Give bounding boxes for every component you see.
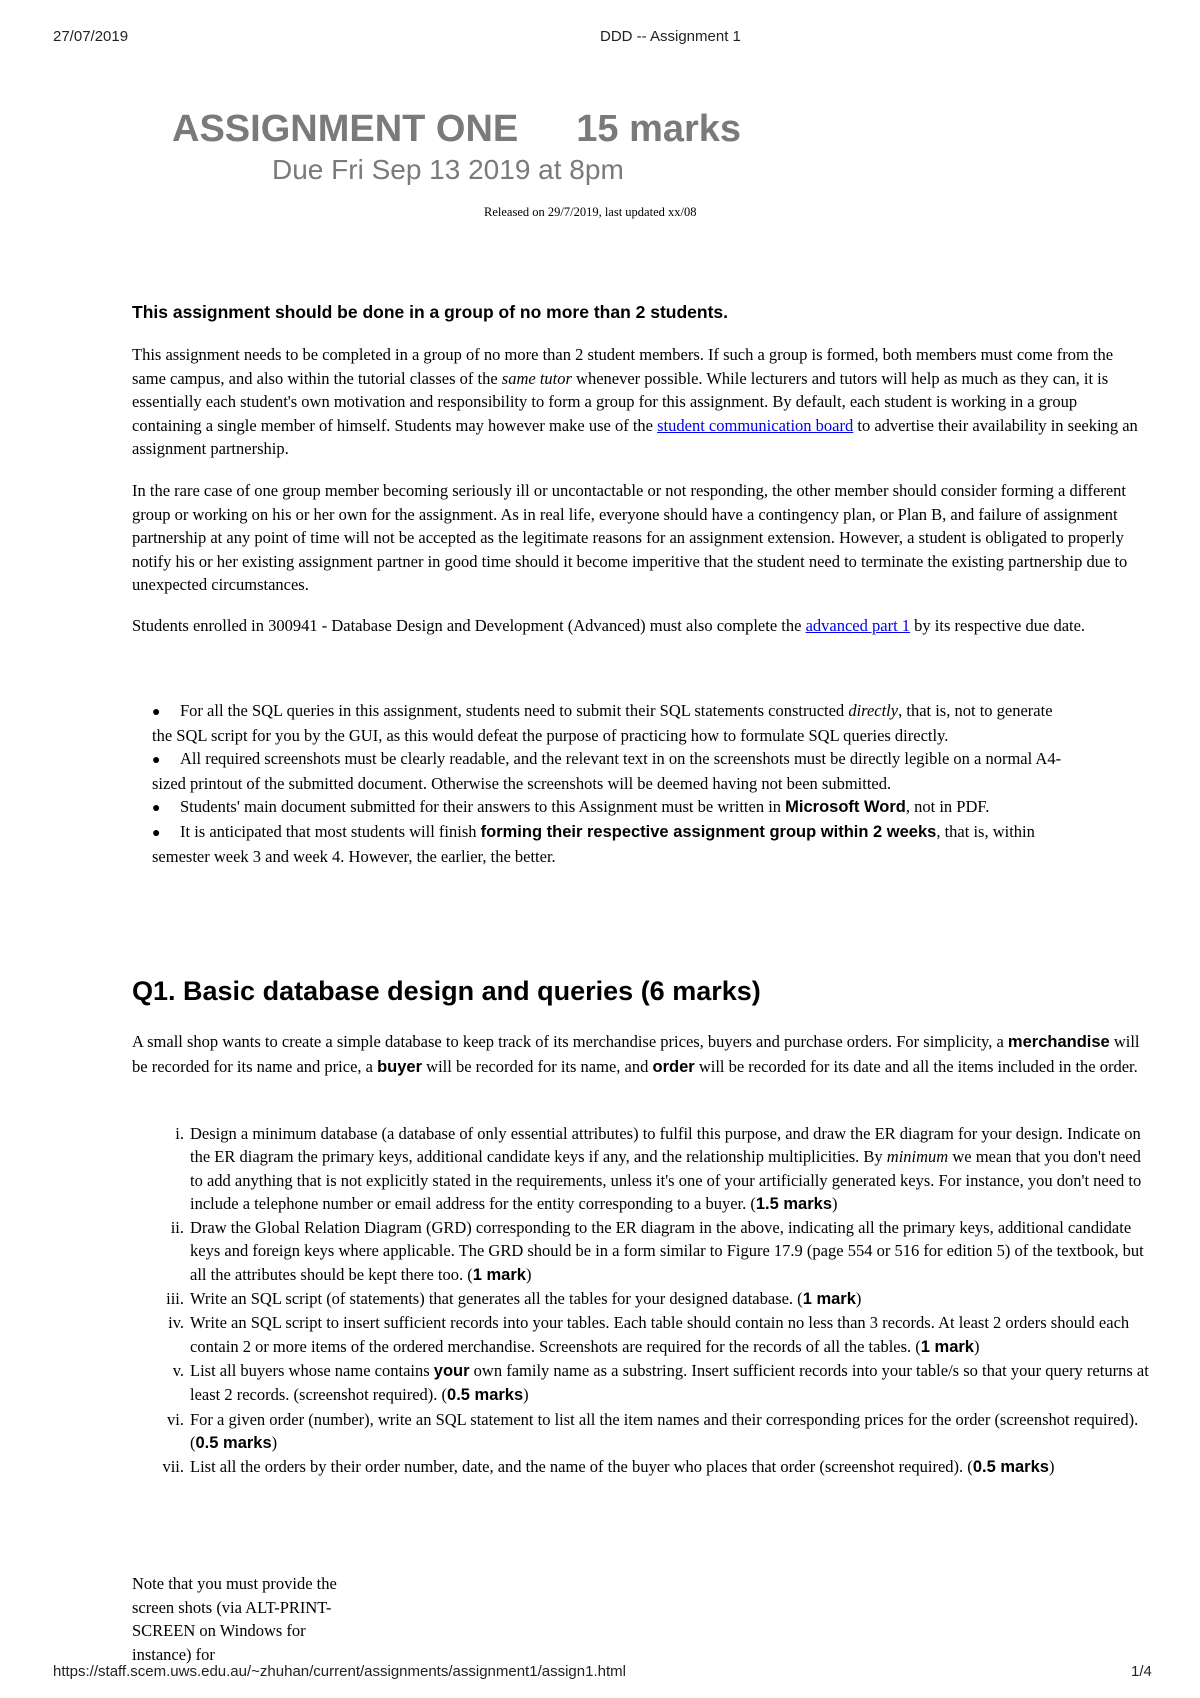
bullet-icon: ● [152, 826, 161, 841]
list-item: v. List all buyers whose name contains your own family name as a substring. Insert sufficient records into your table/s so that your query returns at least 2 records. (screenshot required). (0.5 marks) [172, 1360, 1149, 1405]
list-item: i. Design a minimum database (a database of only essential attributes) to fulfil this purpose, and draw the ER diagram for your design. Indicate on the ER diagram the primary keys, additional candidate keys if any, and the relationship multiplicities. By minimum we mean that you don't need to add anything that is not explicitly stated in the requirements, unless it's one of your artificially generated keys. For instance, you don't need to include a telephone number or email address for the entity corresponding to a buyer. (1.5 marks) [175, 1124, 1142, 1213]
print-header-title: DDD -- Assignment 1 [600, 28, 741, 45]
print-footer-url: https://staff.scem.uws.edu.au/~zhuhan/current/assignments/assignment1/assign1.html [53, 1663, 626, 1680]
list-item: iii. Write an SQL script (of statements) that generates all the tables for your designed database. (1 mark) [166, 1289, 862, 1309]
list-item: vi. For a given order (number), write an SQL statement to list all the item names and their corresponding prices for the order (screenshot required). (0.5 marks) [167, 1409, 1139, 1452]
intro-paragraph-2: In the rare case of one group member becoming seriously ill or uncontactable or not responding, the other member should consider forming a different group or working on his or her own for the assignment. As in real life, everyone should have a contingency plan, or Plan B, and failure of assignment partnership at any point of time will not be accepted as the legitimate reasons for an assignment extension. However, a student is obligated to properly notify his or her existing assignment partner in good time should it become imperitive that the student need to terminate the existing partnership due to unexpected circumstances. [132, 481, 1128, 594]
q1-heading: Q1. Basic database design and queries (6 marks) [132, 976, 761, 1006]
bullet-icon: ● [152, 705, 161, 720]
print-header-date: 27/07/2019 [53, 28, 129, 45]
list-item: ● It is anticipated that most students will finish forming their respective assignment group within 2 weeks, that is, within semester week 3 and week 4. However, the earlier, the better. [152, 822, 1035, 866]
print-footer-page: 1/4 [1131, 1663, 1152, 1680]
list-item: iv. Write an SQL script to insert sufficient records into your tables. Each table should contain no less than 3 records. At least 2 orders should each contain 2 or more items of the ordered merchandise. Screenshots are required for the records of all the tables. (1 mark) [168, 1313, 1130, 1356]
list-item: ii. Draw the Global Relation Diagram (GRD) corresponding to the ER diagram in the above, indicating all the primary keys, additional candidate keys and foreign keys where applicable. The GRD should be in a form similar to Figure 17.9 (page 554 or 516 for edition 5) of the textbook, but all the attributes should be kept there too. (1 mark) [170, 1218, 1144, 1284]
list-item: ● For all the SQL queries in this assignment, students need to submit their SQL statements constructed directly, that is, not to generate the SQL script for you by the GUI, as this would defeat the purpose of practicing how to formulate SQL queries directly. [152, 701, 1053, 745]
group-note: This assignment should be done in a group of no more than 2 students. [132, 302, 729, 322]
due-date: Due Fri Sep 13 2019 at 8pm [272, 154, 624, 185]
release-note: Released on 29/7/2019, last updated xx/08 [484, 205, 697, 219]
screenshot-note: Note that you must provide the screen shots (via ALT-PRINT-SCREEN on Windows for instance) for [132, 1574, 337, 1664]
list-item: vii. List all the orders by their order number, date, and the name of the buyer who places that order (screenshot required). (0.5 marks) [162, 1457, 1055, 1477]
bullet-icon: ● [152, 753, 161, 768]
intro-paragraph-3: Students enrolled in 300941 - Database Design and Development (Advanced) must also complete the advanced part 1 by its respective due date. [132, 616, 1086, 635]
requirements-list [152, 699, 1062, 868]
list-item: ● All required screenshots must be clearly readable, and the relevant text in on the screenshots must be directly legible on a normal A4-sized printout of the submitted document. Otherwise the screenshots will be deemed having not been submitted. [152, 749, 1062, 793]
assignment-title: ASSIGNMENT ONE [172, 108, 519, 150]
advanced-part-1-link[interactable]: advanced part 1 [805, 616, 911, 635]
total-marks: 15 marks [576, 108, 742, 150]
intro-paragraph-1: This assignment needs to be completed in a group of no more than 2 student members. If such a group is formed, both members must come from the same campus, and also within the tutorial classes of the same tutor whenever possible. While lecturers and tutors will help as much as they can, it is essentially each student's own motivation and responsibility to form a group for this assignment. By default, each student is working in a group containing a single member of himself. Students may however make use of the student communication board to advertise their availability in seeking an assignment partnership. [132, 345, 1138, 458]
student-communication-board-link[interactable]: student communication board [657, 415, 854, 435]
q1-intro: A small shop wants to create a simple database to keep track of its merchandise prices, buyers and purchase orders. For simplicity, a merchandise will be recorded for its name and price, a buyer will be recorded for its name, and order will be recorded for its date and all the items included in the order. [132, 1032, 1140, 1076]
page-title [172, 108, 741, 151]
q1-tasks [162, 1122, 1150, 1479]
bullet-icon: ● [152, 801, 161, 816]
list-item: ● Students' main document submitted for their answers to this Assignment must be written in Microsoft Word, not in PDF. [152, 795, 1062, 820]
